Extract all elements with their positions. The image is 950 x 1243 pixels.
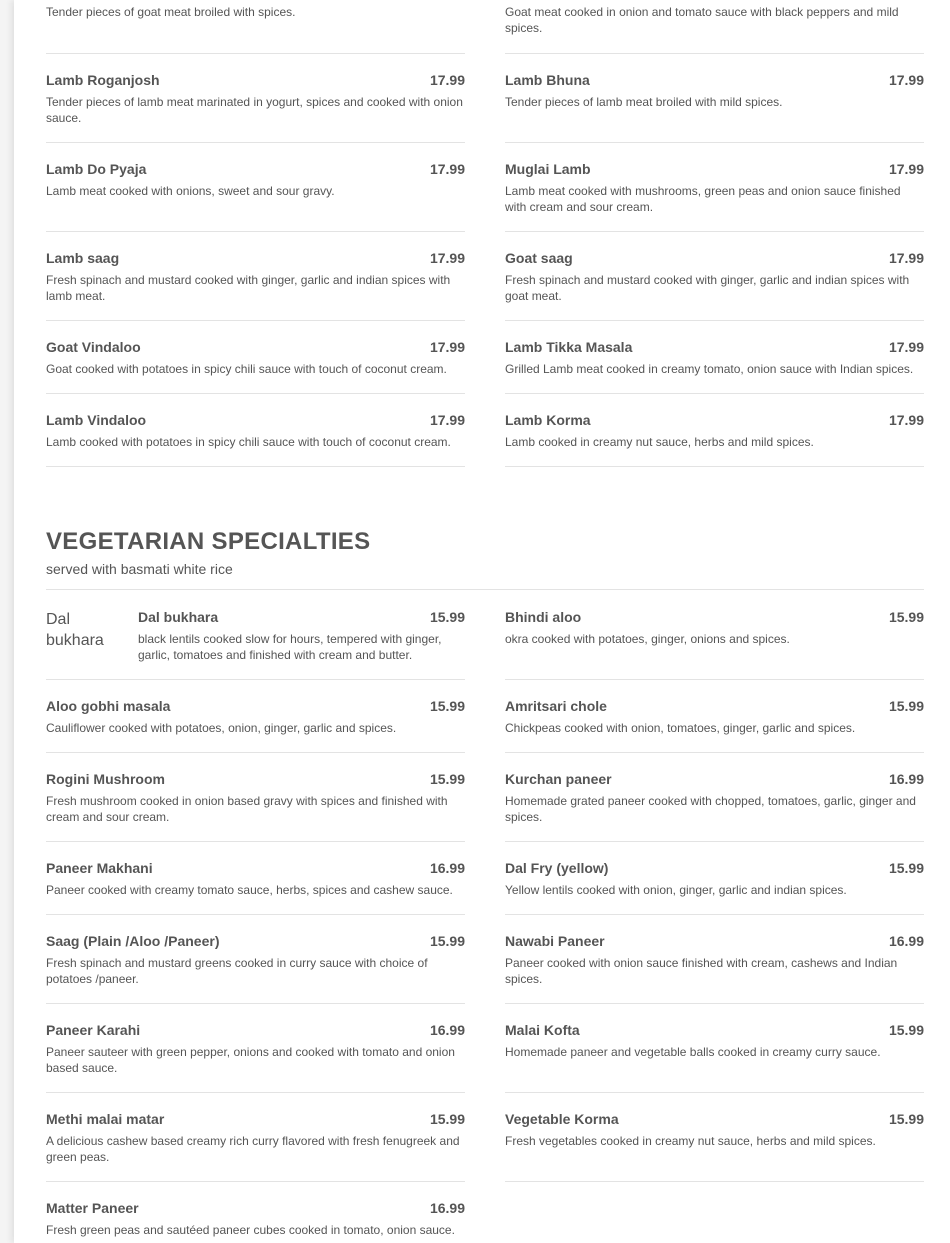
section-divider xyxy=(46,589,924,590)
menu-item[interactable] xyxy=(46,698,465,753)
item-description: Paneer cooked with onion sauce finished with cream, cashews and Indian spices. xyxy=(505,956,898,986)
item-name: Aloo gobhi masala xyxy=(46,698,171,714)
item-description: Fresh spinach and mustard cooked with ginger, garlic and indian spices with lamb meat. xyxy=(46,273,451,303)
item-name: Matter Paneer xyxy=(46,1200,139,1216)
menu-item[interactable] xyxy=(505,609,924,680)
item-name: Nawabi Paneer xyxy=(505,933,605,949)
menu-item[interactable] xyxy=(46,1200,465,1243)
item-description: Homemade grated paneer cooked with chopped, tomatoes, garlic, ginger and spices. xyxy=(505,794,916,824)
item-price: 16.99 xyxy=(429,860,465,876)
item-description: Fresh spinach and mustard greens cooked in curry sauce with choice of potatoes /paneer. xyxy=(46,956,428,986)
menu-item[interactable] xyxy=(505,250,924,321)
item-price: 15.99 xyxy=(888,860,924,876)
item-price: 15.99 xyxy=(429,933,465,949)
item-price: 15.99 xyxy=(888,1111,924,1127)
item-price: 17.99 xyxy=(888,250,924,266)
menu-item[interactable] xyxy=(505,771,924,842)
item-price: 17.99 xyxy=(888,412,924,428)
menu-item[interactable] xyxy=(505,1111,924,1182)
item-name: Vegetable Korma xyxy=(505,1111,619,1127)
item-description: Tender pieces of lamb meat marinated in yogurt, spices and cooked with onion sauce. xyxy=(46,95,463,125)
item-name: Paneer Makhani xyxy=(46,860,153,876)
item-description: Lamb meat cooked with mushrooms, green peas and onion sauce finished with cream and sour cream. xyxy=(505,184,901,214)
item-description: Fresh spinach and mustard cooked with ginger, garlic and indian spices with goat meat. xyxy=(505,273,910,303)
item-price: 15.99 xyxy=(429,771,465,787)
menu-item[interactable] xyxy=(505,1022,924,1093)
item-description: Tender pieces of goat meat broiled with spices. xyxy=(46,5,296,19)
menu-item[interactable] xyxy=(46,339,465,394)
item-price: 16.99 xyxy=(888,771,924,787)
item-name: Dal bukhara xyxy=(138,609,219,625)
item-price: 16.99 xyxy=(429,1200,465,1216)
item-price: 15.99 xyxy=(888,609,924,625)
item-price: 15.99 xyxy=(888,698,924,714)
item-description: Fresh vegetables cooked in creamy nut sauce, herbs and mild spices. xyxy=(505,1134,876,1148)
menu-item[interactable] xyxy=(46,1111,465,1182)
item-name: Amritsari chole xyxy=(505,698,607,714)
item-name: Paneer Karahi xyxy=(46,1022,141,1038)
item-price: 15.99 xyxy=(888,1022,924,1038)
item-price: 15.99 xyxy=(429,698,465,714)
item-description: Paneer cooked with creamy tomato sauce, herbs, spices and cashew sauce. xyxy=(46,883,453,897)
item-price: 15.99 xyxy=(429,609,465,625)
menu-item[interactable] xyxy=(46,0,465,54)
item-name: Muglai Lamb xyxy=(505,161,591,177)
section-title: VEGETARIAN SPECIALTIES xyxy=(46,528,371,555)
menu-page xyxy=(14,0,950,1243)
item-name: Kurchan paneer xyxy=(505,771,612,787)
item-description: Goat meat cooked in onion and tomato sauce with black peppers and mild spices. xyxy=(505,5,899,35)
item-name: Rogini Mushroom xyxy=(46,771,165,787)
item-description: Fresh green peas and sautéed paneer cubes cooked in tomato, onion sauce. xyxy=(46,1223,455,1237)
menu-item[interactable] xyxy=(505,161,924,232)
menu-item[interactable] xyxy=(46,933,465,1004)
item-price: 15.99 xyxy=(429,1111,465,1127)
menu-item[interactable] xyxy=(505,339,924,394)
item-name: Lamb Do Pyaja xyxy=(46,161,147,177)
item-name: Dal Fry (yellow) xyxy=(505,860,609,876)
item-name: Bhindi aloo xyxy=(505,609,582,625)
item-description: Yellow lentils cooked with onion, ginger, garlic and indian spices. xyxy=(505,883,847,897)
item-description: A delicious cashew based creamy rich curry flavored with fresh fenugreek and green peas. xyxy=(46,1134,460,1164)
menu-item[interactable] xyxy=(46,250,465,321)
item-price: 17.99 xyxy=(888,72,924,88)
item-description: Paneer sauteer with green pepper, onions and cooked with tomato and onion based sauce. xyxy=(46,1045,455,1075)
item-description: Fresh mushroom cooked in onion based gravy with spices and finished with cream and sour cream. xyxy=(46,794,448,824)
menu-item[interactable] xyxy=(46,412,465,467)
menu-item[interactable] xyxy=(46,860,465,915)
item-name: Malai Kofta xyxy=(505,1022,580,1038)
item-description: Grilled Lamb meat cooked in creamy tomato, onion sauce with Indian spices. xyxy=(505,362,914,376)
item-price: 17.99 xyxy=(888,161,924,177)
item-name: Goat saag xyxy=(505,250,573,266)
item-description: Lamb cooked in creamy nut sauce, herbs and mild spices. xyxy=(505,435,814,449)
menu-item[interactable] xyxy=(46,771,465,842)
item-description: Chickpeas cooked with onion, tomatoes, ginger, garlic and spices. xyxy=(505,721,856,735)
menu-item[interactable] xyxy=(46,1022,465,1093)
item-name: Lamb Vindaloo xyxy=(46,412,147,428)
item-price: 16.99 xyxy=(429,1022,465,1038)
item-description: okra cooked with potatoes, ginger, onions and spices. xyxy=(505,632,790,646)
item-description: Lamb meat cooked with onions, sweet and sour gravy. xyxy=(46,184,335,198)
item-name: Lamb Korma xyxy=(505,412,591,428)
menu-item[interactable] xyxy=(505,0,924,54)
item-description: Homemade paneer and vegetable balls cooked in creamy curry sauce. xyxy=(505,1045,881,1059)
item-price: 17.99 xyxy=(429,250,465,266)
item-price: 17.99 xyxy=(888,339,924,355)
item-name: Lamb Tikka Masala xyxy=(505,339,633,355)
menu-item[interactable] xyxy=(46,161,465,232)
item-price: 17.99 xyxy=(429,72,465,88)
item-description: black lentils cooked slow for hours, tempered with ginger, garlic, tomatoes and finished with cream and butter. xyxy=(138,632,442,662)
item-name: Lamb Roganjosh xyxy=(46,72,160,88)
item-price: 17.99 xyxy=(429,161,465,177)
dish-image-placeholder[interactable]: Dal bukhara xyxy=(46,611,104,649)
item-price: 17.99 xyxy=(429,412,465,428)
item-name: Lamb Bhuna xyxy=(505,72,590,88)
menu-item[interactable] xyxy=(46,72,465,143)
item-name: Methi malai matar xyxy=(46,1111,165,1127)
item-name: Saag (Plain /Aloo /Paneer) xyxy=(46,933,220,949)
item-description: Tender pieces of lamb meat broiled with mild spices. xyxy=(505,95,783,109)
item-price: 16.99 xyxy=(888,933,924,949)
item-price: 17.99 xyxy=(429,339,465,355)
item-description: Lamb cooked with potatoes in spicy chili sauce with touch of coconut cream. xyxy=(46,435,451,449)
item-description: Goat cooked with potatoes in spicy chili sauce with touch of coconut cream. xyxy=(46,362,447,376)
section-subtitle: served with basmati white rice xyxy=(46,561,233,577)
item-name: Goat Vindaloo xyxy=(46,339,141,355)
menu-item[interactable] xyxy=(505,72,924,143)
item-description: Cauliflower cooked with potatoes, onion, ginger, garlic and spices. xyxy=(46,721,397,735)
menu-item[interactable] xyxy=(505,860,924,915)
menu-item[interactable] xyxy=(505,412,924,467)
menu-item[interactable] xyxy=(505,933,924,1004)
menu-item[interactable] xyxy=(505,698,924,753)
item-name: Lamb saag xyxy=(46,250,120,266)
menu-item[interactable] xyxy=(46,609,465,680)
